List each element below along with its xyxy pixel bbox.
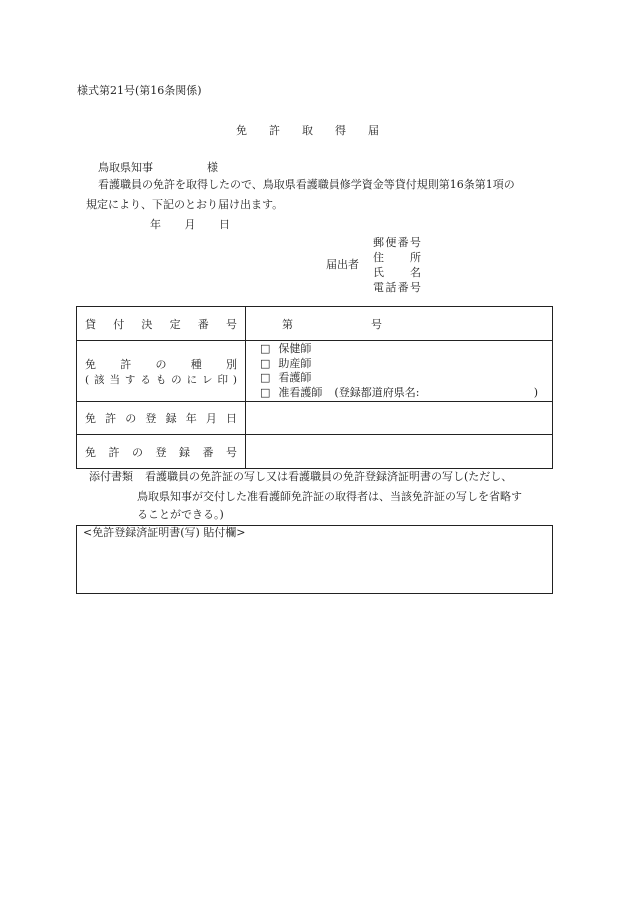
loan-number-prefix: 第 [282,317,293,331]
loan-number-label: 貸付決定番号 [77,307,246,341]
loan-number-suffix: 号 [371,317,382,331]
name-field[interactable]: 氏名 [373,266,421,279]
date-line: 年 月 日 [150,218,230,231]
paste-area-label: <免許登録済証明書(写) 貼付欄> [83,526,246,539]
license-type-sublabel: (該当するものにレ印) [85,373,237,386]
form-id: 様式第21号(第16条関係) [77,84,202,97]
attachment-line3: ることができる。) [137,508,224,521]
registration-date-label: 免許の登録年月日 [77,402,246,435]
table-row-license-type [77,341,553,402]
registration-date-value[interactable] [246,402,553,435]
checkbox-icon[interactable]: □ [260,371,271,384]
checkbox-icon[interactable]: □ [260,342,271,355]
address-field[interactable]: 住所 [373,251,421,264]
license-type-options [246,341,553,402]
addressee [98,161,218,175]
attachment-line2: 鳥取県知事が交付した准看護師免許証の取得者は、当該免許証の写しを省略す [137,490,522,503]
attachment-line1: 添付書類 看護職員の免許証の写し又は看護職員の免許登録済証明書の写し(ただし、 [89,470,513,483]
option-assistant-nurse[interactable]: □ 准看護師 (登録都道府県名: ) [260,385,538,399]
attachment-label: 添付書類 [89,470,133,483]
option-public-health-nurse[interactable]: □ 保健師 [260,342,312,355]
table-row-registration-date [77,402,553,435]
registration-paren-close: ) [533,385,538,399]
addressee-name: 鳥取県知事 [98,161,153,174]
option-midwife[interactable]: □ 助産師 [260,356,312,370]
form-title: 免許取得届 [236,124,401,137]
notifier-label: 届出者 [326,258,359,271]
license-info-table [76,306,553,469]
body-text-line2: 規定により、下記のとおり届け出ます。 [86,198,284,211]
notifier-fields [373,235,421,295]
body-text-line1: 看護職員の免許を取得したので、鳥取県看護職員修学資金等貸付規則第16条第1項の [98,178,515,191]
license-type-label: 免許の種別 (該当するものにレ印) [77,341,246,402]
addressee-honorific: 様 [207,161,218,174]
checkbox-icon[interactable]: □ [260,385,271,399]
registration-number-label: 免許の登録番号 [77,435,246,469]
registration-prefecture-label: (登録都道府県名: [334,385,420,399]
postal-code-field[interactable]: 郵便番号 [373,236,421,249]
table-row-registration-number [77,435,553,469]
phone-field[interactable]: 電話番号 [373,281,421,294]
table-row-loan-number [77,307,553,341]
loan-number-value[interactable] [246,307,553,341]
checkbox-icon[interactable]: □ [260,356,271,370]
registration-number-value[interactable] [246,435,553,469]
option-nurse[interactable]: □ 看護師 [260,371,312,384]
paste-area[interactable] [76,525,553,594]
